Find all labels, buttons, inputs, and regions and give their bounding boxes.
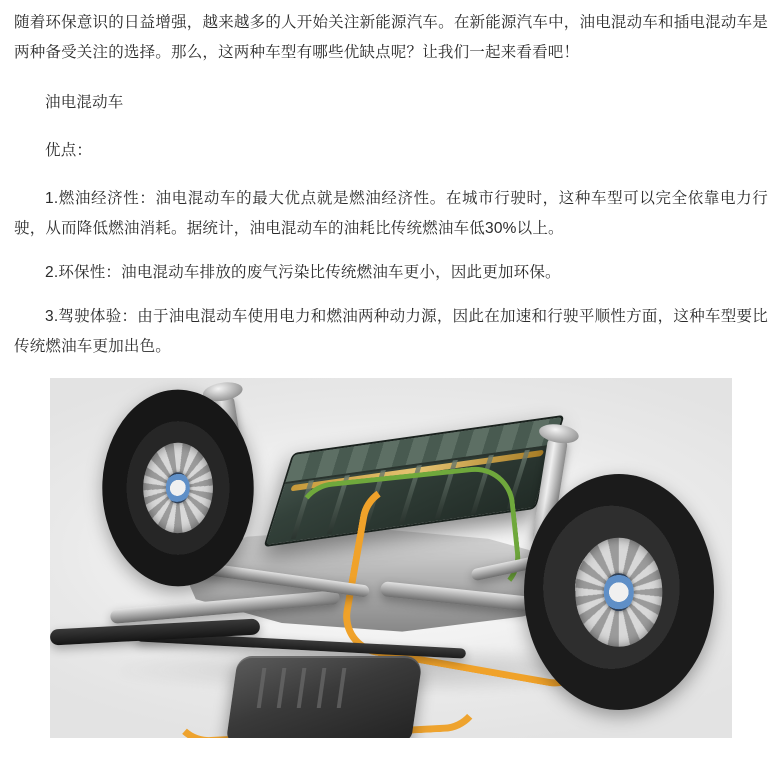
wheel-hub-badge: [604, 573, 634, 611]
motor-fin: [297, 668, 307, 708]
paragraph-pro-1: 1.燃油经济性：油电混动车的最大优点就是燃油经济性。在城市行驶时，这种车型可以完全依靠电力行驶，从而降低燃油消耗。据统计，油电混动车的油耗比传统燃油车低30%以上。: [14, 190, 768, 237]
paragraph-pro-3: 3.驾驶体验：由于油电混动车使用电力和燃油两种动力源，因此在加速和行驶平顺性方面，这种车型要比传统燃油车更加出色。: [14, 308, 768, 355]
motor-fin: [337, 668, 347, 708]
section-title: 油电混动车: [45, 94, 124, 111]
paragraph-pro-2: 2.环保性：油电混动车排放的废气污染比传统燃油车更小，因此更加环保。: [45, 264, 561, 281]
hybrid-chassis-photo: [50, 378, 732, 738]
rear-wheel: [524, 474, 714, 710]
figure-container: [14, 378, 768, 738]
pros-label: 优点：: [45, 142, 93, 159]
electric-motor-unit: [226, 656, 423, 738]
motor-fin: [277, 668, 287, 708]
motor-fin: [257, 668, 267, 708]
motor-fin: [317, 668, 327, 708]
paragraph-intro: 随着环保意识的日益增强，越来越多的人开始关注新能源汽车。在新能源汽车中，油电混动车和插电混动车是两种备受关注的选择。那么，这两种车型有哪些优缺点呢？让我们一起来看看吧！: [14, 14, 768, 61]
